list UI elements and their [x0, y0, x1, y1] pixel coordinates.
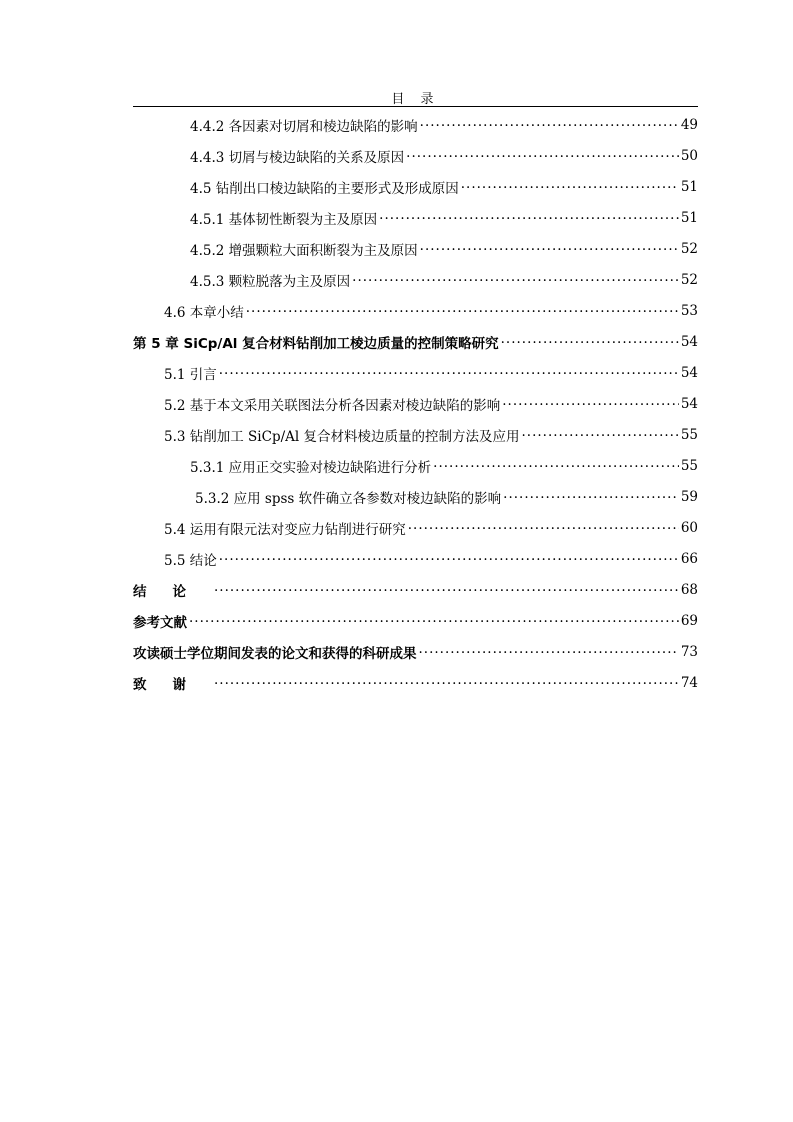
running-header: 目 录	[391, 92, 440, 107]
toc-leader-dots	[352, 273, 679, 289]
toc-entry-page: 59	[680, 488, 698, 505]
toc-leader-dots	[219, 552, 679, 568]
toc-entry[interactable]	[133, 326, 698, 357]
toc-entry[interactable]	[133, 171, 698, 202]
toc-leader-dots	[461, 180, 679, 196]
toc-leader-dots	[419, 645, 679, 661]
toc-entry-page: 69	[680, 612, 698, 629]
toc-leader-dots	[522, 428, 679, 444]
toc-entry-title: 4.4.2 各因素对切屑和棱边缺陷的影响	[190, 118, 418, 135]
toc-entry-page: 54	[680, 395, 698, 412]
toc-entry-page: 51	[680, 209, 698, 226]
toc-entry-title: 参考文献	[133, 614, 187, 631]
toc-entry-page: 68	[680, 581, 698, 598]
toc-entry-title: 致谢	[133, 676, 212, 693]
toc-entry-title: 5.1 引言	[164, 366, 217, 383]
toc-entry[interactable]	[133, 450, 698, 481]
toc-entry-title: 第 5 章 SiCp/Al 复合材料钻削加工棱边质量的控制策略研究	[133, 335, 499, 352]
toc-entry[interactable]	[133, 419, 698, 450]
toc-entry-title: 4.4.3 切屑与棱边缺陷的关系及原因	[190, 149, 405, 166]
toc-entry-page: 60	[680, 519, 698, 536]
toc-entry-title: 4.5.1 基体韧性断裂为主及原因	[190, 211, 378, 228]
toc-entry-title: 攻读硕士学位期间发表的论文和获得的科研成果	[133, 645, 417, 662]
toc-entry-page: 52	[680, 240, 698, 257]
toc-entry[interactable]	[133, 636, 698, 667]
toc-entry[interactable]	[133, 512, 698, 543]
toc-entry[interactable]	[133, 140, 698, 171]
toc-entry[interactable]	[133, 295, 698, 326]
toc-entry[interactable]	[133, 388, 698, 419]
toc-entry[interactable]	[133, 109, 698, 140]
toc-leader-dots	[214, 583, 679, 599]
toc-entry[interactable]	[133, 202, 698, 233]
toc-entry-page: 53	[680, 302, 698, 319]
toc-entry-title: 5.3.1 应用正交实验对棱边缺陷进行分析	[190, 459, 432, 476]
toc-entry[interactable]	[133, 605, 698, 636]
toc-entry-page: 54	[680, 364, 698, 381]
toc-entry[interactable]	[133, 233, 698, 264]
toc-leader-dots	[502, 397, 679, 413]
toc-entry-title: 5.2 基于本文采用关联图法分析各因素对棱边缺陷的影响	[164, 397, 501, 414]
toc-entry-title: 4.5.3 颗粒脱落为主及原因	[190, 273, 351, 290]
toc-leader-dots	[189, 614, 679, 630]
toc-entry-page: 55	[680, 457, 698, 474]
toc-entry[interactable]	[133, 667, 698, 698]
toc-leader-dots	[420, 118, 679, 134]
toc-entry-title: 4.5 钻削出口棱边缺陷的主要形式及形成原因	[190, 180, 459, 197]
table-of-contents	[133, 109, 698, 698]
toc-entry[interactable]	[133, 543, 698, 574]
toc-entry-page: 52	[680, 271, 698, 288]
toc-entry-page: 54	[680, 333, 698, 350]
toc-entry-title: 4.5.2 增强颗粒大面积断裂为主及原因	[190, 242, 418, 259]
toc-leader-dots	[503, 490, 679, 506]
toc-leader-dots	[408, 521, 679, 537]
toc-entry-page: 49	[680, 116, 698, 133]
toc-entry-title: 5.4 运用有限元法对变应力钻削进行研究	[164, 521, 406, 538]
toc-entry[interactable]	[133, 264, 698, 295]
toc-leader-dots	[420, 242, 679, 258]
toc-entry-page: 55	[680, 426, 698, 443]
toc-entry-title: 结论	[133, 583, 212, 600]
toc-leader-dots	[219, 366, 679, 382]
toc-entry-title: 4.6 本章小结	[164, 304, 244, 321]
toc-entry-title: 5.5 结论	[164, 552, 217, 569]
toc-entry-title: 5.3.2 应用 spss 软件确立各参数对棱边缺陷的影响	[195, 490, 502, 507]
toc-entry[interactable]	[133, 574, 698, 605]
toc-entry-page: 66	[680, 550, 698, 567]
toc-entry-page: 51	[680, 178, 698, 195]
header-rule	[133, 106, 698, 107]
toc-leader-dots	[214, 676, 679, 692]
toc-leader-dots	[379, 211, 679, 227]
toc-leader-dots	[406, 149, 679, 165]
toc-leader-dots	[501, 335, 679, 351]
toc-entry-page: 74	[680, 674, 698, 691]
toc-leader-dots	[246, 304, 679, 320]
toc-leader-dots	[433, 459, 679, 475]
toc-entry-page: 73	[680, 643, 698, 660]
toc-entry[interactable]	[133, 357, 698, 388]
toc-entry-page: 50	[680, 147, 698, 164]
toc-entry-title: 5.3 钻削加工 SiCp/Al 复合材料棱边质量的控制方法及应用	[164, 428, 520, 445]
toc-entry[interactable]	[133, 481, 698, 512]
